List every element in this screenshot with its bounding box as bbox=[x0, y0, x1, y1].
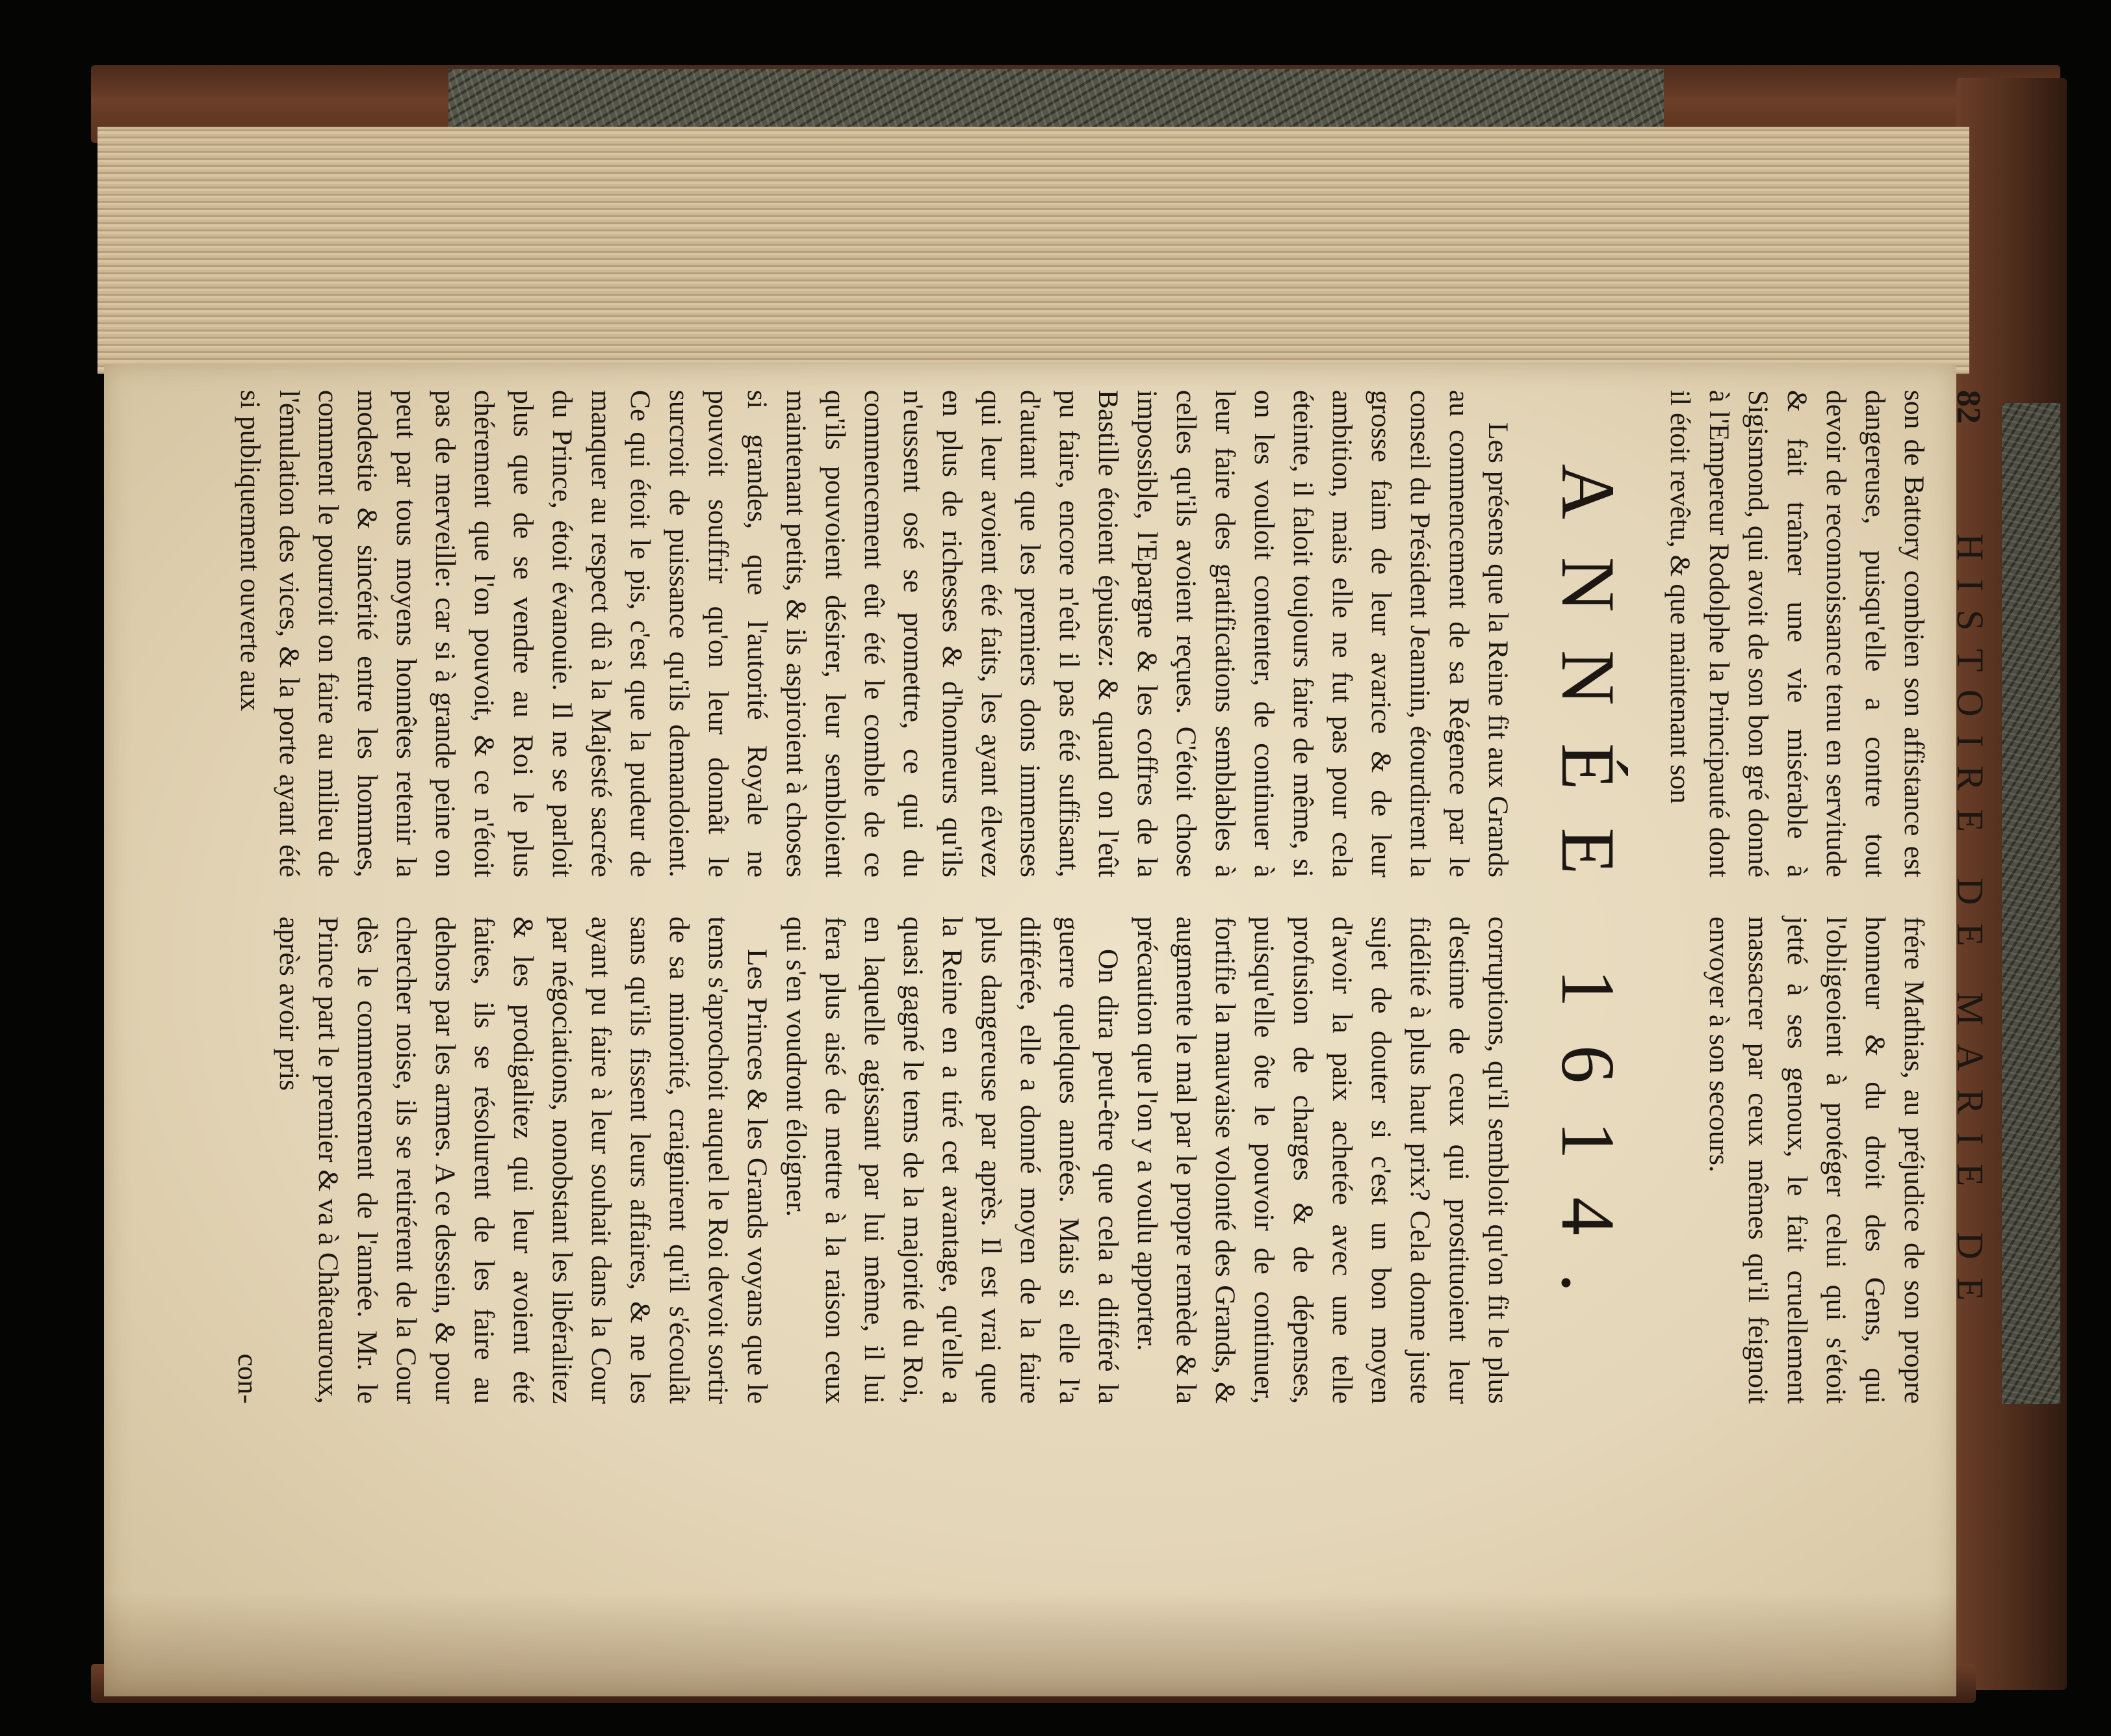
left-column-body bbox=[228, 390, 1518, 877]
paragraph: corruptions, qu'il sembloit qu'on fit le plus d'estime de ceux qui prostituoient leur fidélité à plus haut prix? Cela donne juste sujet de douter si c'est un bon moyen d'avoir la paix achetée avec une telle profusion de charges & de dépenses, puisqu'elle ôte le pouvoir de continuer, fortifie la mauvaise volonté des Grands, & augmente le mal par le propre remède & la précaution que l'on y a voulu apporter. bbox=[1132, 916, 1514, 1404]
running-title: HISTOIRE DE MARIE DE bbox=[1949, 533, 1991, 1319]
paragraph: Les Princes & les Grands voyans que le tems s'aprochoit auquel le Roi devoit sortir de sa minorité, craignirent qu'il s'écoulât sans qu'ils fissent leurs affaires, & ne les ayant pu faire à leur souhait dans la Cour par négociations, nonobstant les libéralitez & les prodigalitez qui leur avoient été faites, ils se résolurent de les faire au dehors par les armes. A ce dessein, & pour chercher noise, ils se retirérent de la Cour dès le commencement de l'année. Mr. le Prince part le premier & va à Châteauroux, après avoir pris bbox=[274, 916, 773, 1404]
right-column-body bbox=[228, 916, 1518, 1404]
paragraph: Les présens que la Reine fit aux Grands au commencement de sa Régence par le conseil du Président Jeannin, étourdirent la grosse faim de leur avarice & de leur ambition, mais elle ne fut pas pour cela éteinte, il faloit toujours faire de même, si on les vouloit contenter, de continuer à leur faire des gratifications semblables à celles qu'ils avoient reçues. C'étoit chose impossible, l'Epargne & les coffres de la Bastille étoient épuisez: & quand on l'eût pu faire, encore n'eût il pas été suffisant, d'autant que les premiers dons immenses qui leur avoient été faits, les ayant élevez en plus de richesses & d'honneurs qu'ils n'eussent osé se promettre, ce qui du commencement eût été le comble de ce qu'ils pouvoient désirer, leur sembloient maintenant petits, & ils aspiroient à choses si grandes, que l'autorité Royale ne pouvoit souffrir qu'on leur donnât le surcroit de puissance qu'ils demandoient. Ce qui étoit le pis, c'est que la pudeur de manquer au respect dû à la Majesté sacrée du Prince, étoit évanouie. Il ne se parloit plus que de se vendre au Roi le plus chérement que l'on pouvoit, & ce n'étoit pas de merveille: car si à grande peine on peut par tous moyens honnêtes retenir la modestie & sincérité entre les hommes, comment le pourroit on faire au milieu de l'émulation des vices, & la porte ayant été si publiquement ouverte aux bbox=[235, 390, 1514, 877]
left-column-top bbox=[1661, 390, 1934, 877]
right-column-top bbox=[1661, 916, 1934, 1404]
top-columns bbox=[1661, 390, 1934, 1404]
running-header bbox=[1947, 390, 1992, 1404]
marbled-board-top bbox=[448, 69, 1664, 131]
paragraph: son de Battory combien son affistance est dangereuse, puisqu'elle a contre tout devoir de reconnoissance tenu en servitude & fait traîner une vie misérable à Sigismond, qui avoit de son bon gré donné à l'Empereur Rodolphe la Principauté dont il étoit revêtu, & que maintenant son bbox=[1664, 390, 1930, 877]
paragraph: On dira peut-être que cela a différé la guerre quelques années. Mais si elle l'a différée, elle a donné moyen de la faire plus dangereuse par après. Il est vrai que la Reine en a tiré cet avantage, qu'elle a quasi gagné le tems de la majorité du Roi, en laquelle agissant par lui même, il lui fera plus aisé de mettre à la raison ceux qui s'en voudront éloigner. bbox=[781, 916, 1124, 1404]
catchword: con- bbox=[232, 1353, 263, 1404]
page-number: 82 bbox=[1950, 390, 1987, 424]
page-edges bbox=[97, 127, 1969, 374]
printed-text-block bbox=[232, 390, 1992, 1404]
page-gutter-shadow bbox=[104, 1592, 1956, 1696]
year-heading: ANNÉE 1614. bbox=[1546, 463, 1631, 1330]
marbled-board-right bbox=[2002, 403, 2060, 1404]
paragraph: frére Mathias, au préjudice de son propre honneur & du droit des Gens, qui l'obligeoient à protéger celui qui s'étoit jetté à ses genoux, le fait cruellement massacrer par ceux mêmes qu'il feignoit envoyer à son secours. bbox=[1703, 916, 1930, 1404]
body-columns bbox=[228, 390, 1518, 1404]
